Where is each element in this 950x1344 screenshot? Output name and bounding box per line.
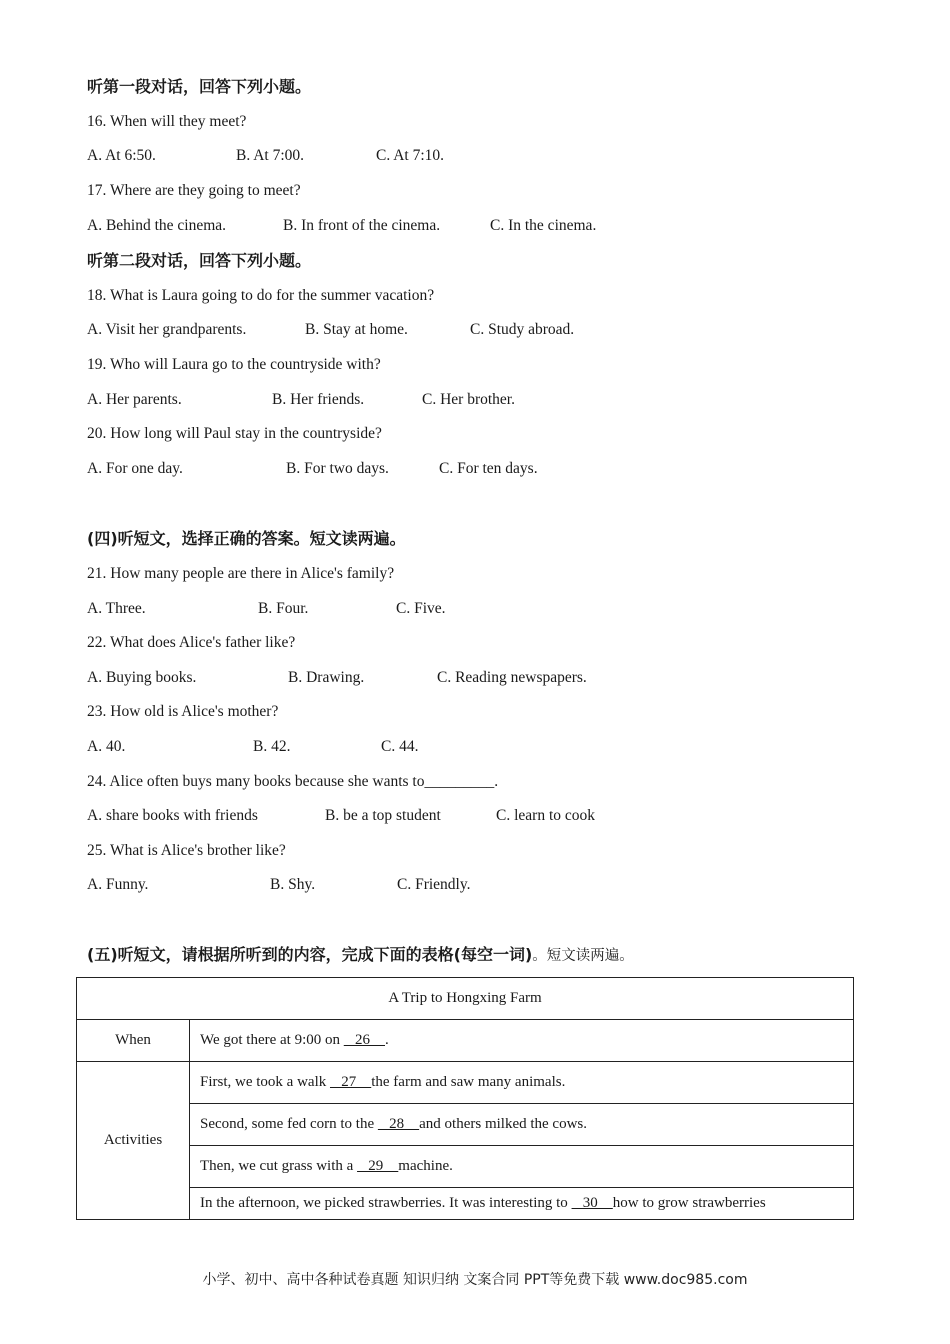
activities-label: Activities <box>77 1062 190 1220</box>
question-19: 19. Who will Laura go to the countryside with? <box>87 356 381 373</box>
option-c: C. Friendly. <box>397 876 471 893</box>
question-24-options <box>87 806 787 826</box>
option-a: A. Behind the cinema. <box>87 217 227 234</box>
question-17-options <box>87 216 787 236</box>
table-row <box>77 1020 854 1062</box>
when-label: When <box>77 1020 190 1062</box>
question-16: 16. When will they meet? <box>87 113 247 130</box>
question-21: 21. How many people are there in Alice's family? <box>87 565 395 582</box>
question-23: 23. How old is Alice's mother? <box>87 703 279 720</box>
option-b: B. Her friends. <box>272 391 365 408</box>
answer-blank: _________ <box>424 773 495 790</box>
cell-text: machine. <box>398 1158 453 1174</box>
section-4-heading: (四)听短文，选择正确的答案。短文读两遍。 <box>87 529 406 548</box>
option-c: C. Her brother. <box>422 391 515 408</box>
table-row <box>77 1104 854 1146</box>
question-21-options <box>87 599 787 619</box>
table-row <box>77 1146 854 1188</box>
table-title: A Trip to Hongxing Farm <box>77 978 854 1020</box>
option-a: A. 40. <box>87 738 126 755</box>
option-c: C. 44. <box>381 738 419 755</box>
trip-table <box>76 977 854 1220</box>
question-17: 17. Where are they going to meet? <box>87 182 301 199</box>
cell-text: Then, we cut grass with a <box>200 1158 358 1174</box>
option-b: B. be a top student <box>325 807 441 824</box>
section-5-heading-main: (五)听短文，请根据所听到的内容，完成下面的表格(每空一词) <box>87 945 533 964</box>
blank-26: 26 <box>343 1032 386 1048</box>
question-20-options <box>87 459 787 479</box>
activity-cell-4 <box>190 1188 854 1220</box>
option-b: B. In front of the cinema. <box>283 217 441 234</box>
page-footer: 小学、初中、高中各种试卷真题 知识归纳 文案合同 PPT等免费下载 www.doc985.com <box>202 1272 748 1288</box>
blank-28: 28 <box>377 1116 420 1132</box>
question-24-end: . <box>494 773 499 790</box>
option-a: A. Her parents. <box>87 391 182 408</box>
option-a: A. For one day. <box>87 460 183 477</box>
activity-cell-1 <box>190 1062 854 1104</box>
question-20: 20. How long will Paul stay in the countryside? <box>87 425 382 442</box>
activity-cell-3 <box>190 1146 854 1188</box>
option-c: C. In the cinema. <box>490 217 597 234</box>
option-b: B. Drawing. <box>288 669 365 686</box>
cell-text: . <box>385 1032 389 1048</box>
dialogue-2-heading: 听第二段对话，回答下列小题。 <box>87 251 312 270</box>
question-23-options <box>87 737 787 757</box>
option-c: C. At 7:10. <box>376 147 445 164</box>
section-5-heading <box>87 945 634 966</box>
option-a: A. Visit her grandparents. <box>87 321 247 338</box>
option-a: A. Buying books. <box>87 669 197 686</box>
option-b: B. Shy. <box>270 876 316 893</box>
table-row <box>77 1188 854 1220</box>
question-18: 18. What is Laura going to do for the summer vacation? <box>87 287 435 304</box>
cell-text: how to grow strawberries <box>612 1195 766 1211</box>
option-b: B. At 7:00. <box>236 147 305 164</box>
option-a: A. At 6:50. <box>87 147 156 164</box>
activity-cell-2 <box>190 1104 854 1146</box>
cell-text: First, we took a walk <box>200 1074 330 1090</box>
cell-text: Second, some fed corn to the <box>200 1116 378 1132</box>
question-19-options <box>87 390 787 410</box>
option-c: C. Study abroad. <box>470 321 575 338</box>
question-24-text: 24. Alice often buys many books because she wants to <box>87 773 425 790</box>
option-c: C. Five. <box>396 600 446 617</box>
question-18-options <box>87 320 787 340</box>
option-c: C. For ten days. <box>439 460 538 477</box>
blank-29: 29 <box>357 1158 399 1174</box>
option-c: C. learn to cook <box>496 807 596 824</box>
cell-text: the farm and saw many animals. <box>371 1074 566 1090</box>
option-b: B. Stay at home. <box>305 321 408 338</box>
question-24 <box>87 772 498 792</box>
question-25: 25. What is Alice's brother like? <box>87 842 286 859</box>
table-row <box>77 1062 854 1104</box>
when-cell <box>190 1020 854 1062</box>
cell-text: We got there at 9:00 on <box>200 1032 344 1048</box>
blank-30: 30 <box>571 1195 613 1211</box>
dialogue-1-heading: 听第一段对话，回答下列小题。 <box>87 77 312 96</box>
section-5-heading-tail: 。短文读两遍。 <box>532 948 634 964</box>
option-b: B. For two days. <box>286 460 389 477</box>
option-b: B. 42. <box>253 738 291 755</box>
cell-text: In the afternoon, we picked strawberries. It was interesting to <box>200 1195 572 1211</box>
question-22-options <box>87 668 787 688</box>
question-16-options <box>87 146 787 166</box>
cell-text: and others milked the cows. <box>419 1116 588 1132</box>
question-22: 22. What does Alice's father like? <box>87 634 296 651</box>
option-a: A. Three. <box>87 600 146 617</box>
option-a: A. share books with friends <box>87 807 258 824</box>
option-b: B. Four. <box>258 600 309 617</box>
option-c: C. Reading newspapers. <box>437 669 587 686</box>
question-25-options <box>87 875 787 895</box>
blank-27: 27 <box>329 1074 372 1090</box>
option-a: A. Funny. <box>87 876 149 893</box>
table-title-row <box>77 978 854 1020</box>
